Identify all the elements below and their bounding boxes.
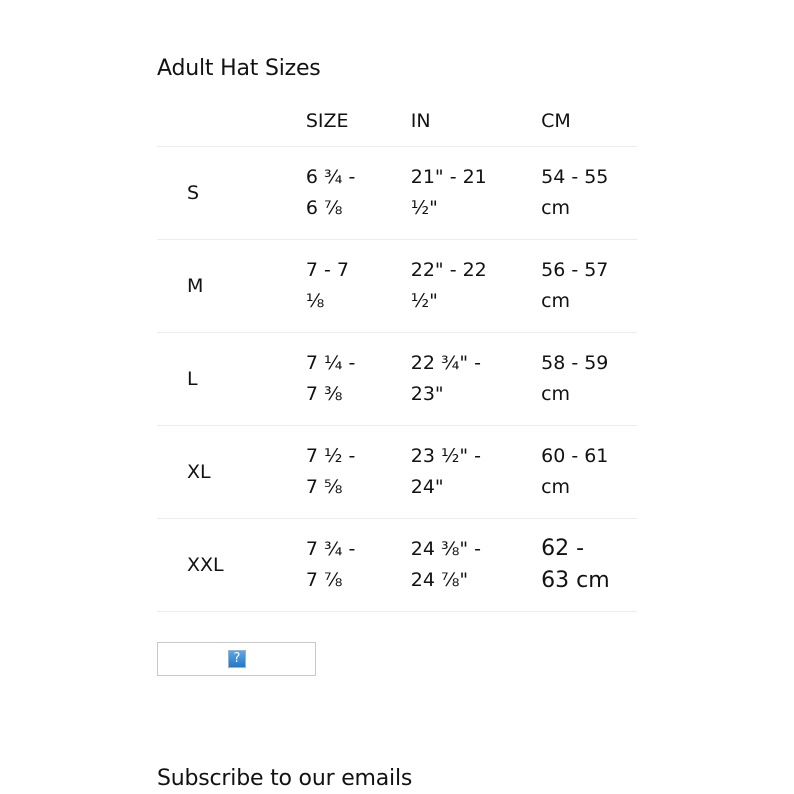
row-size: 7 - 7 ⅛ [305, 259, 349, 312]
row-size: 7 ½ - 7 ⅝ [305, 445, 356, 498]
row-size: 6 ¾ - 6 ⅞ [305, 166, 356, 219]
table-header-row [157, 96, 637, 147]
subscribe-heading: Subscribe to our emails [157, 766, 413, 791]
row-cm: 60 - 61 cm [541, 445, 609, 498]
broken-image-placeholder [157, 642, 316, 676]
page-title: Adult Hat Sizes [157, 56, 321, 81]
table-row [157, 147, 637, 240]
row-label: XL [187, 460, 211, 483]
row-cm: 56 - 57 cm [541, 259, 609, 312]
row-label: S [187, 181, 200, 204]
row-in: 24 ⅜" - 24 ⅞" [410, 538, 482, 591]
row-label: L [187, 367, 198, 390]
table-row [157, 333, 637, 426]
header-in: IN [410, 110, 431, 132]
row-size: 7 ¾ - 7 ⅞ [305, 538, 356, 591]
header-cm: CM [541, 110, 571, 132]
row-cm: 58 - 59 cm [541, 352, 609, 405]
row-label: M [187, 274, 204, 297]
row-in: 21" - 21 ½" [410, 166, 487, 219]
row-cm: 62 - 63 cm [541, 536, 610, 593]
row-in: 22 ¾" - 23" [410, 352, 482, 405]
table-row [157, 426, 637, 519]
row-size: 7 ¼ - 7 ⅜ [305, 352, 356, 405]
row-label: XXL [187, 553, 224, 576]
header-label [157, 96, 306, 147]
header-size: SIZE [305, 110, 349, 132]
row-in: 22" - 22 ½" [410, 259, 487, 312]
table-row [157, 240, 637, 333]
missing-image-icon: ? [228, 650, 246, 668]
row-in: 23 ½" - 24" [410, 445, 482, 498]
size-chart-table [157, 96, 637, 612]
row-cm: 54 - 55 cm [541, 166, 609, 219]
table-row [157, 519, 637, 612]
